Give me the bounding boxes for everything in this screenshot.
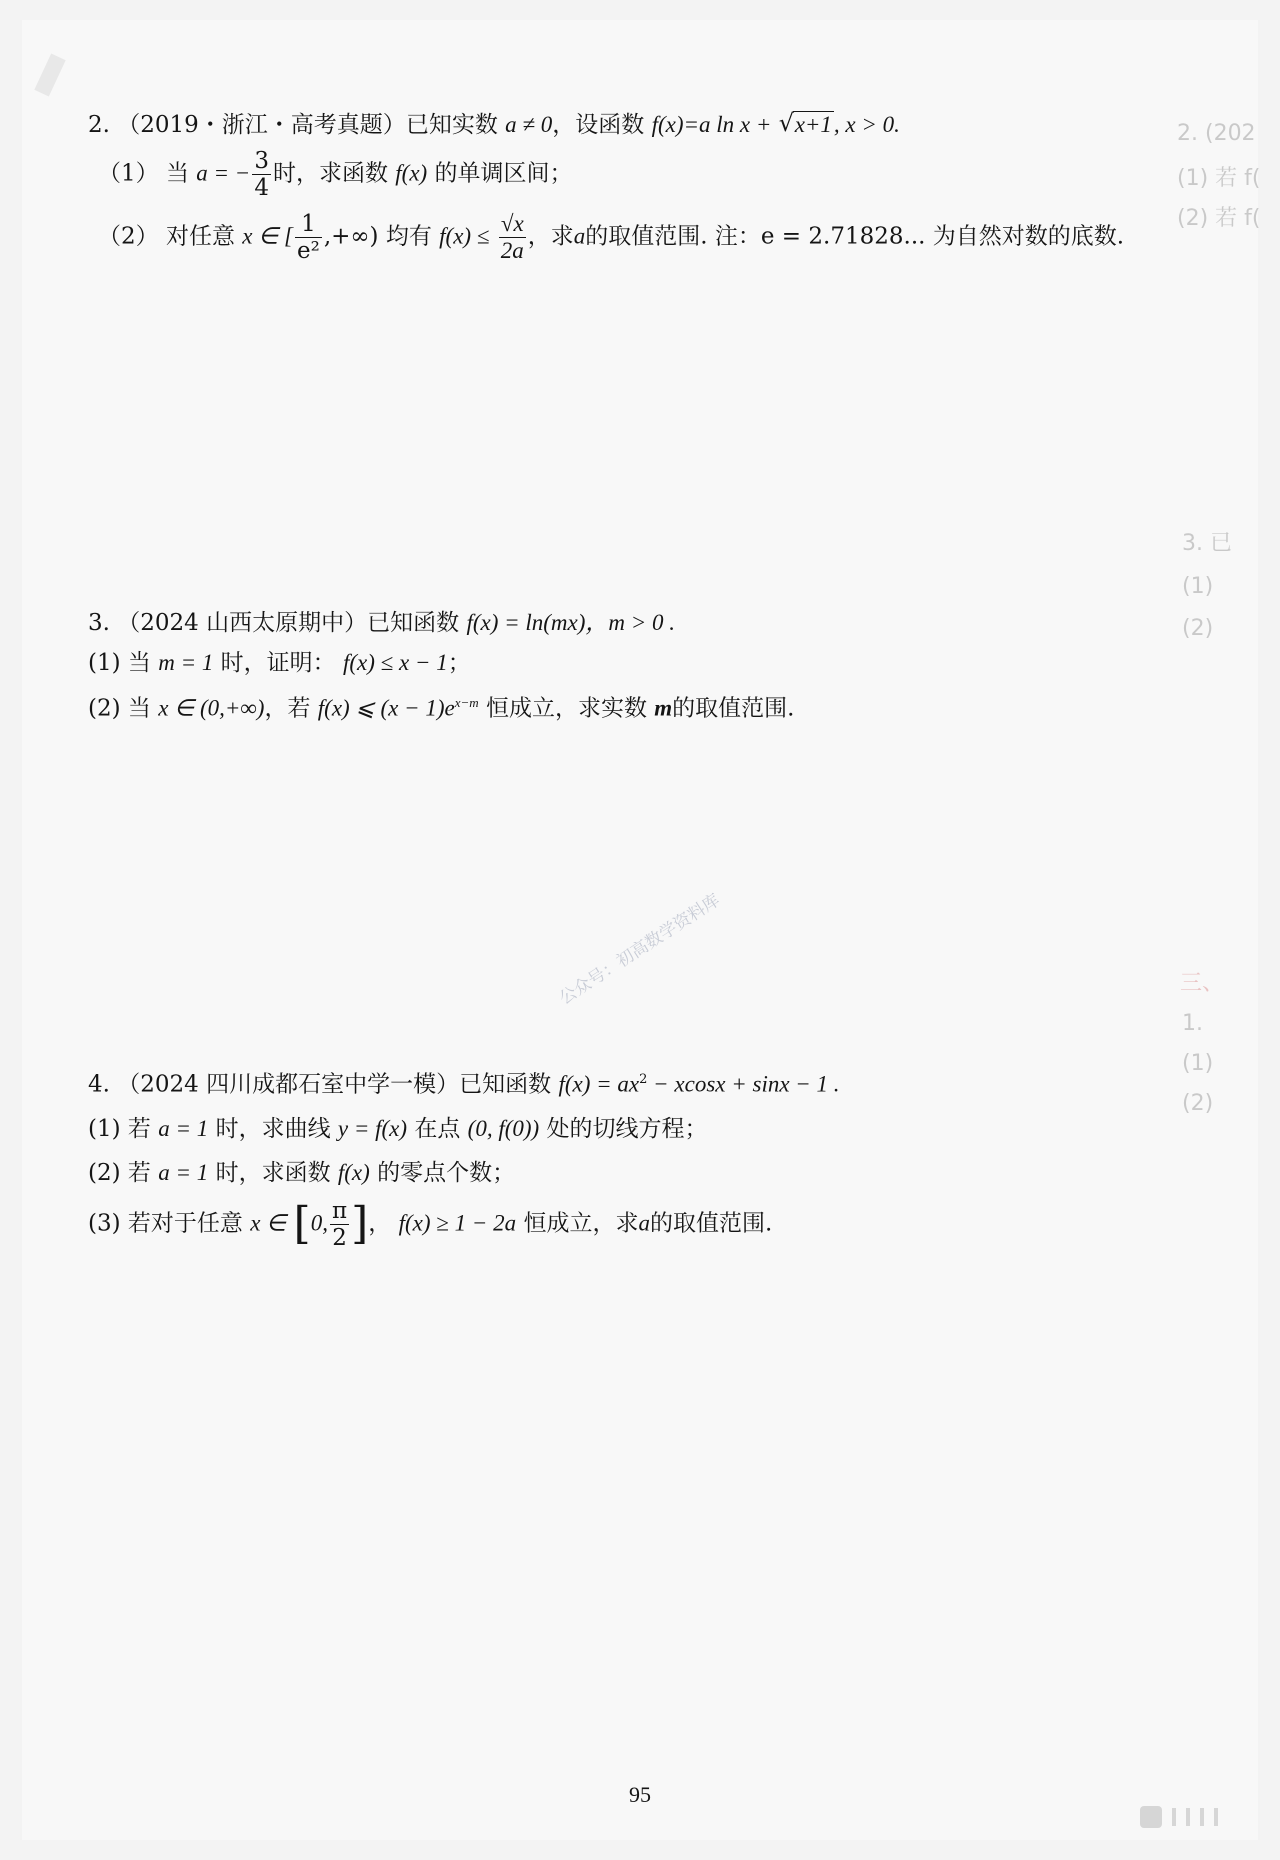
problem-3-part-2: (2) 当 x ∈ (0,+∞)，若 f(x) ⩽ $(x - 1)e^{x-m}$ 恒成立，求实数 m的取值范围. (88, 695, 795, 722)
fraction: $\frac{√x}{2a}$ (500, 211, 524, 263)
scan-edge-mark (34, 53, 65, 96)
problem-4-part-3: (3) 若对于任意 x ∈ [0, $\frac{\pi}{2}$ ]， f(x) ≥ 1 − 2a 恒成立，求a的取值范围. (88, 1197, 773, 1251)
fraction: $\frac{\pi}{2}$ (331, 1197, 348, 1251)
bleed-through: (1) 若 f( (1177, 166, 1261, 191)
problem-3-stem: 3. （2024 山西太原期中）已知函数 f(x) = ln(mx)，m > 0 . (88, 610, 676, 636)
fraction: $\frac{3}{4}$ (254, 148, 269, 201)
bleed-through: (1) (1182, 1051, 1214, 1076)
problem-3-part-1: (1) 当 m = 1 时，证明： f(x) ≤ x − 1； (88, 650, 471, 676)
viewer-icon (1214, 1808, 1218, 1826)
bleed-through: 3. 已 (1182, 531, 1232, 556)
problem-source: （2024 山西太原期中） (117, 610, 368, 636)
watermark: 公众号：初高数学资料库 (555, 890, 724, 1009)
problem-number: 4. (88, 1071, 110, 1098)
problem-4-part-1: (1) 若 a = 1 时，求曲线 y = f(x) 在点 (0, f(0)) 处的切线方程； (88, 1115, 708, 1142)
problem-source: （2024 四川成都石室中学一模） (117, 1071, 460, 1098)
bleed-through: (2) (1182, 1091, 1214, 1116)
problem-source: （2019・浙江・高考真题） (117, 112, 406, 138)
problem-number: 2. (88, 112, 110, 138)
viewer-icon (1140, 1806, 1162, 1828)
fraction: $\frac{1}{\text{e²}}$ (296, 211, 320, 264)
problem-2-stem: 2. （2019・浙江・高考真题）已知实数 a ≠ 0，设函数 f(x)=a ln x + √ x+1, x > 0. (88, 110, 1114, 140)
problem-4-stem: 4. （2024 四川成都石室中学一模）已知函数 $f(x) = ax^2 - xcosx + \sin x - 1$ . (88, 1071, 840, 1098)
viewer-icon (1200, 1808, 1204, 1826)
page-number: 95 (629, 1782, 651, 1807)
bleed-through: 2. (202 (1177, 121, 1256, 146)
sqrt-symbol: √ x+1 (779, 110, 834, 140)
problem-3 (88, 608, 794, 724)
bleed-through: (2) 若 f( (1177, 206, 1261, 231)
bleed-through: (2) (1182, 616, 1214, 641)
problem-4 (88, 1065, 840, 1251)
viewer-toolbar-strip (1140, 1806, 1218, 1828)
problem-2 (88, 110, 1125, 264)
bleed-through: 三、 (1180, 971, 1225, 996)
bleed-through: (1) (1182, 574, 1214, 599)
viewer-icon (1186, 1808, 1190, 1826)
problem-4-part-2: (2) 若 a = 1 时，求函数 f(x) 的零点个数； (88, 1159, 516, 1186)
viewer-icon (1172, 1808, 1176, 1826)
problem-2-part-1: （1） 当 a = − $\frac{3}{4}$ 时，求函数 f(x) 的单调区间； (98, 148, 573, 201)
problem-2-part-2: （2） 对任意 x ∈ [ $\frac{1}{\text{e²}}$ ,+∞) 均有 f(x) ≤ $\frac{√x}{2a}$ ，求a的取值范围. 注：e = 2.71828... 为自然对数的底数. (98, 211, 1125, 264)
problem-number: 3. (88, 610, 110, 636)
bleed-through: 1. (1182, 1011, 1203, 1036)
